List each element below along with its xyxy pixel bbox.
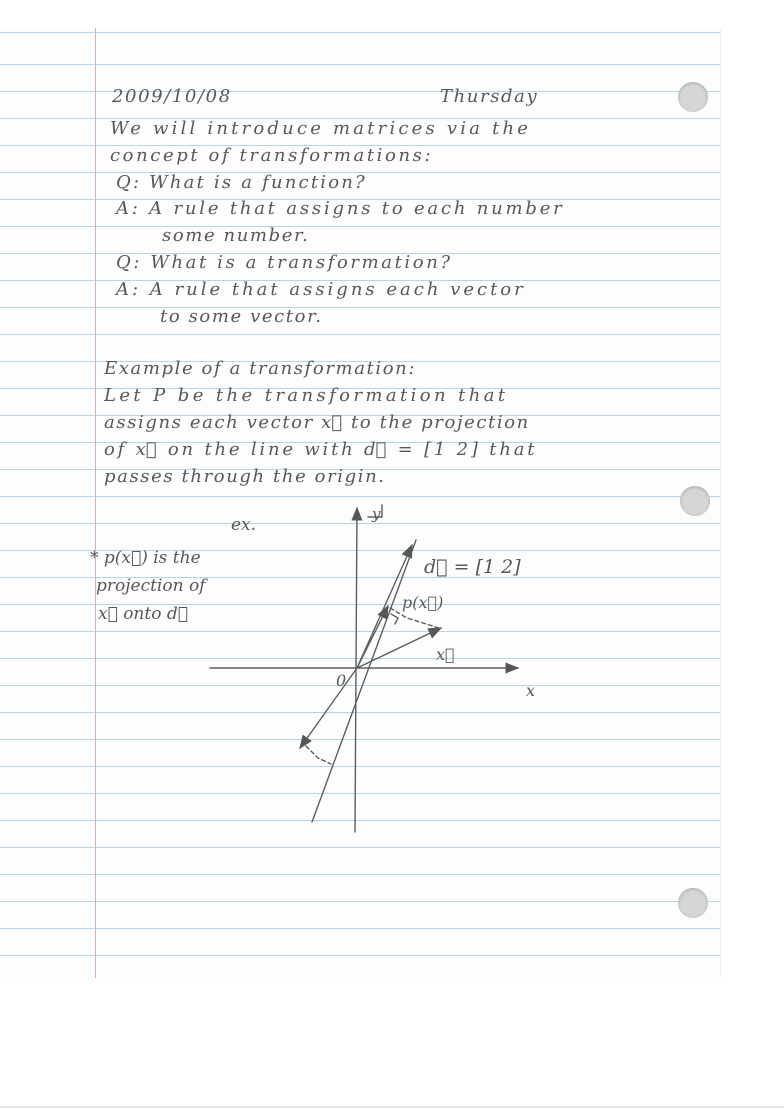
- intro-line-1: We will introduce matrices via the: [110, 118, 532, 139]
- scan-edge: [0, 1106, 784, 1108]
- origin-label: 0: [336, 671, 347, 690]
- projection-label: p(x⃗): [402, 593, 444, 612]
- answer-2-line-2: to some vector.: [160, 306, 323, 327]
- x-axis-label: x: [526, 681, 536, 700]
- vector-x: [357, 628, 441, 668]
- example-line-3: assigns each vector x⃗ to the projection: [104, 412, 530, 433]
- line-through-origin: [312, 540, 416, 822]
- answer-1-line-1: A: A rule that assigns to each number: [116, 198, 565, 219]
- negative-vector: [300, 668, 357, 748]
- vector-d-label: d⃗ = [1 2]: [424, 556, 521, 578]
- day-text: Thursday: [440, 86, 539, 107]
- example-line-1: Example of a transformation:: [104, 358, 417, 379]
- vector-x-label: x⃗: [436, 645, 455, 664]
- question-1: Q: What is a function?: [116, 172, 367, 193]
- note-line-1: * p(x⃗) is the: [90, 548, 201, 568]
- right-angle-mark: [391, 614, 398, 624]
- answer-2-line-1: A: A rule that assigns each vector: [116, 279, 526, 300]
- ex-label: ex.: [231, 515, 257, 535]
- date-text: 2009/10/08: [112, 86, 232, 107]
- intro-line-2: concept of transformations:: [110, 145, 434, 166]
- answer-1-line-2: some number.: [162, 225, 310, 246]
- example-line-4: of x⃗ on the line with d⃗ = [1 2] that: [104, 439, 538, 460]
- example-line-5: passes through the origin.: [104, 466, 386, 487]
- y-axis-label: y: [372, 505, 381, 523]
- note-line-3: x⃗ onto d⃗: [98, 604, 188, 624]
- example-line-2: Let P be the transformation that: [104, 385, 509, 406]
- negative-dashed: [306, 746, 331, 764]
- question-2: Q: What is a transformation?: [116, 252, 453, 273]
- note-line-2: projection of: [96, 576, 206, 596]
